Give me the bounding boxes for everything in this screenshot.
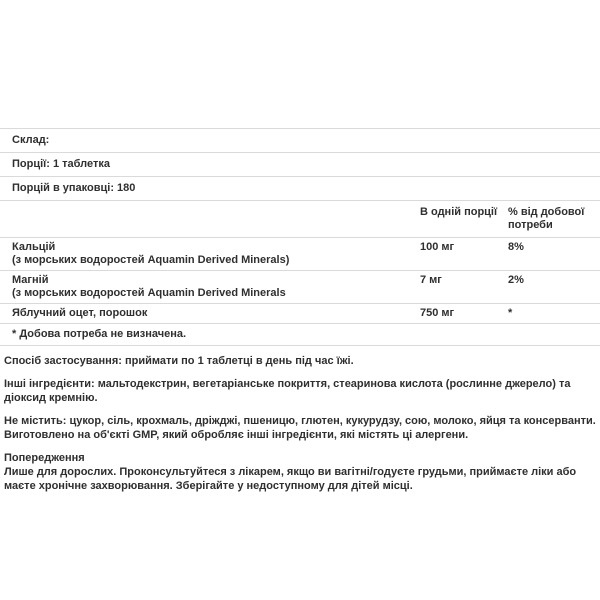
table-row-calcium	[0, 237, 600, 270]
warnings-body: Лише для дорослих. Проконсультуйтеся з лікарем, якщо ви вагітні/годуєте грудьми, приймаєте ліки або маєте хронічне захворювання. Зберігайте у недоступному для дітей місці.	[4, 466, 577, 492]
product-info-paragraphs	[0, 346, 600, 493]
servings-per-container-value: Порцій в упаковці: 180	[12, 182, 136, 194]
ingredient-amount: 7 мг	[420, 274, 442, 286]
other-ingredients-paragraph: Інші інгредієнти: мальтодекстрин, вегетаріанське покриття, стеаринова кислота (рослинне джерело) та діоксид кремнію.	[4, 378, 571, 404]
ingredient-detail: (з морських водоростей Aquamin Derived Minerals)	[12, 254, 290, 266]
free-of-paragraph: Не містить: цукор, сіль, крохмаль, дріжджі, пшеницю, глютен, кукурудзу, сою, молоко, яйця та консерванти. Виготовлено на об'єкті GMP, який обробляє інші інгредієнти, які містять ці алергени.	[4, 415, 596, 441]
composition-label-row	[0, 128, 600, 152]
ingredient-cell	[12, 274, 420, 300]
daily-value-footnote-row	[0, 323, 600, 346]
ingredient-amount: 100 мг	[420, 241, 455, 253]
ingredient-name: Яблучний оцет, порошок	[12, 307, 148, 319]
table-row-magnesium	[0, 270, 600, 303]
serving-size-row	[0, 152, 600, 176]
warnings-paragraph	[4, 451, 597, 493]
ingredient-cell	[12, 307, 420, 320]
servings-per-container-row	[0, 176, 600, 200]
column-header-daily-value: % від добової потреби	[508, 206, 585, 231]
supplement-facts-table	[0, 128, 600, 346]
serving-size-value: Порції: 1 таблетка	[12, 158, 111, 170]
ingredient-name: Кальцій	[12, 241, 56, 253]
warnings-title: Попередження	[4, 452, 85, 464]
table-header-row	[0, 200, 600, 237]
ingredient-daily-value: *	[508, 307, 513, 319]
ingredient-daily-value: 2%	[508, 274, 524, 286]
ingredient-cell	[12, 241, 420, 267]
ingredient-name: Магній	[12, 274, 49, 286]
ingredient-daily-value: 8%	[508, 241, 524, 253]
ingredient-detail: (з морських водоростей Aquamin Derived Minerals	[12, 287, 286, 299]
daily-value-footnote: * Добова потреба не визначена.	[12, 328, 187, 340]
composition-label: Склад:	[12, 134, 50, 146]
directions-paragraph: Спосіб застосування: приймати по 1 таблетці в день під час їжі.	[4, 355, 354, 367]
ingredient-amount: 750 мг	[420, 307, 455, 319]
column-header-per-serving: В одній порції	[420, 206, 498, 218]
table-row-apple-cider-vinegar	[0, 303, 600, 323]
